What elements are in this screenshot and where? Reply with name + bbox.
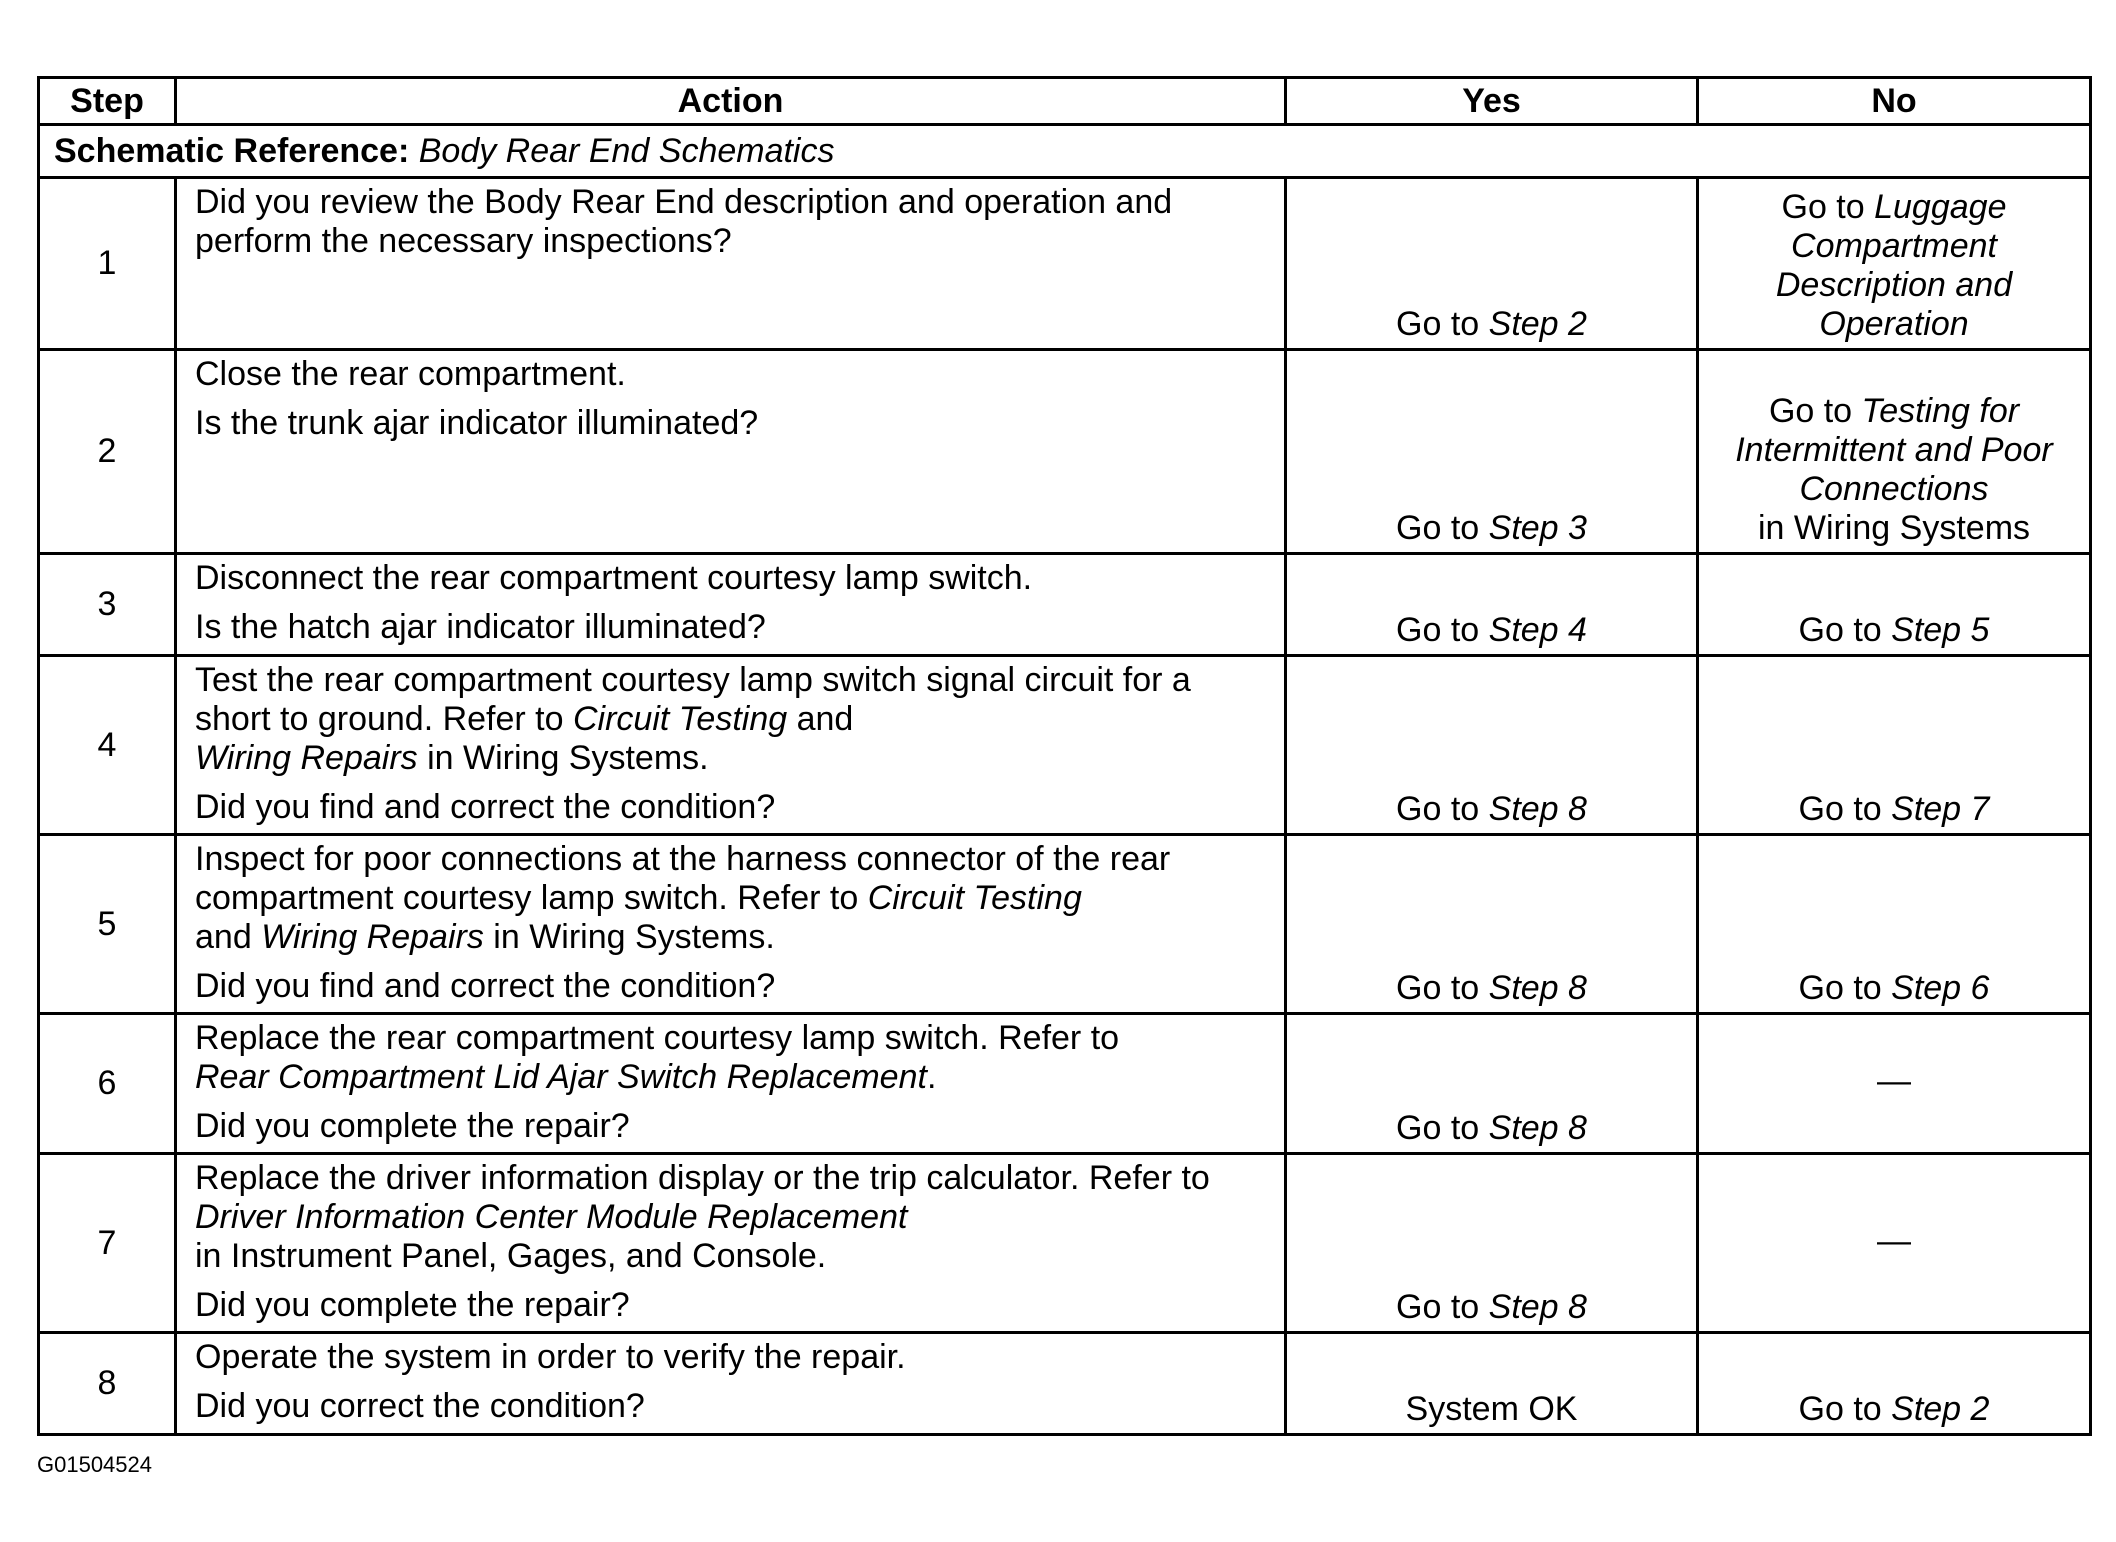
action-text: Disconnect the rear compartment courtesy lamp switch. [195, 559, 1033, 597]
action-text-part: and [787, 700, 854, 738]
action-text: Operate the system in order to verify the repair. [195, 1338, 906, 1376]
table-row [39, 835, 2091, 1014]
action-text-part: Inspect for poor connections at the harness connector of the rear compartment courtesy lamp switch. Refer to [195, 840, 1171, 917]
yes-target-link[interactable]: Step 8 [1488, 969, 1587, 1007]
step-number: 3 [39, 554, 176, 656]
action-question: Did you find and correct the condition? [195, 967, 776, 1005]
action-cell [176, 656, 1286, 835]
yes-cell [1286, 178, 1698, 350]
action-text [195, 661, 1266, 778]
no-cell [1698, 656, 2091, 835]
figure-id: G01504524 [37, 1452, 152, 1477]
action-question: Is the hatch ajar indicator illuminated? [195, 608, 766, 646]
yes-cell [1286, 350, 1698, 554]
schematic-reference-link[interactable]: Body Rear End Schematics [418, 131, 835, 170]
yes-prefix: Go to [1396, 1288, 1489, 1326]
no-prefix: Go to [1798, 1390, 1892, 1428]
action-cell [176, 1014, 1286, 1154]
no-cell: — [1698, 1154, 2091, 1333]
action-text-part: in Instrument Panel, Gages, and Console. [195, 1237, 827, 1275]
yes-target-link[interactable]: Step 3 [1488, 509, 1587, 547]
action-text [195, 1159, 1266, 1276]
no-suffix: in Wiring Systems [1757, 509, 2031, 547]
no-cell [1698, 835, 2091, 1014]
action-text-part: in Wiring Systems. [483, 918, 775, 956]
action-question: Did you complete the repair? [195, 1286, 630, 1324]
yes-target-link[interactable]: Step 4 [1488, 611, 1587, 649]
action-text-part: . [926, 1058, 937, 1096]
action-text-part: Replace the driver information display or the trip calculator. Refer to [195, 1159, 1210, 1197]
no-cell [1698, 350, 2091, 554]
diagnostic-table [37, 76, 2092, 1436]
no-target-link[interactable]: Step 2 [1891, 1390, 1990, 1428]
no-cell [1698, 178, 2091, 350]
action-question: Did you correct the condition? [195, 1387, 645, 1425]
action-text: Did you review the Body Rear End description and operation and perform the necessary inspections? [195, 183, 1173, 260]
table-row [39, 656, 2091, 835]
yes-prefix: Go to [1396, 611, 1489, 649]
circuit-testing-link[interactable]: Circuit Testing [867, 879, 1082, 917]
action-cell [176, 1333, 1286, 1435]
action-cell [176, 835, 1286, 1014]
yes-cell [1286, 1154, 1698, 1333]
schematic-reference-label: Schematic Reference: [54, 131, 410, 170]
action-question: Is the trunk ajar indicator illuminated? [195, 404, 759, 442]
wiring-repairs-link[interactable]: Wiring Repairs [261, 918, 484, 956]
no-prefix: Go to [1798, 969, 1892, 1007]
yes-cell [1286, 656, 1698, 835]
step-number: 2 [39, 350, 176, 554]
action-question: Did you find and correct the condition? [195, 788, 776, 826]
header-step: Step [39, 78, 176, 125]
no-prefix: Go to [1798, 790, 1892, 828]
no-cell [1698, 1333, 2091, 1435]
action-cell [176, 178, 1286, 350]
no-target-link[interactable]: Luggage Compartment Description and Operation [1775, 188, 2013, 343]
yes-target-link[interactable]: Step 8 [1488, 790, 1587, 828]
action-text [195, 1019, 1266, 1097]
no-cell: — [1698, 1014, 2091, 1154]
yes-target-link[interactable]: Step 8 [1488, 1109, 1587, 1147]
yes-prefix: Go to [1396, 509, 1489, 547]
yes-target-link[interactable]: Step 2 [1488, 305, 1587, 343]
action-text-part: Test the rear compartment courtesy lamp switch signal circuit for a short to ground. Refer to [195, 661, 1191, 738]
no-prefix: Go to [1768, 392, 1862, 430]
schematic-reference-row [39, 125, 2091, 178]
yes-cell: System OK [1286, 1333, 1698, 1435]
yes-cell [1286, 1014, 1698, 1154]
action-text [195, 840, 1266, 957]
no-cell [1698, 554, 2091, 656]
header-action: Action [176, 78, 1286, 125]
no-target-link[interactable]: Step 6 [1891, 969, 1990, 1007]
step-number: 8 [39, 1333, 176, 1435]
action-cell [176, 1154, 1286, 1333]
step-number: 1 [39, 178, 176, 350]
header-no: No [1698, 78, 2091, 125]
no-target-link[interactable]: Step 7 [1891, 790, 1990, 828]
no-target-link[interactable]: Testing for Intermittent and Poor Connections [1735, 392, 2053, 508]
no-prefix: Go to [1798, 611, 1892, 649]
header-row [39, 78, 2091, 125]
no-target-link[interactable]: Step 5 [1891, 611, 1990, 649]
no-prefix: Go to [1781, 188, 1875, 226]
action-text-part: Replace the rear compartment courtesy lamp switch. Refer to [195, 1019, 1120, 1057]
action-text-part: and [195, 918, 262, 956]
step-number: 4 [39, 656, 176, 835]
table-row [39, 178, 2091, 350]
wiring-repairs-link[interactable]: Wiring Repairs [195, 739, 418, 777]
step-number: 6 [39, 1014, 176, 1154]
action-cell [176, 350, 1286, 554]
yes-cell [1286, 835, 1698, 1014]
replacement-procedure-link[interactable]: Rear Compartment Lid Ajar Switch Replacement [195, 1058, 927, 1096]
action-question: Did you complete the repair? [195, 1107, 630, 1145]
step-number: 5 [39, 835, 176, 1014]
header-yes: Yes [1286, 78, 1698, 125]
yes-cell [1286, 554, 1698, 656]
table-row [39, 554, 2091, 656]
table-row [39, 1014, 2091, 1154]
yes-target-link[interactable]: Step 8 [1488, 1288, 1587, 1326]
yes-prefix: Go to [1396, 969, 1489, 1007]
table-row [39, 1333, 2091, 1435]
step-number: 7 [39, 1154, 176, 1333]
table-row [39, 350, 2091, 554]
yes-prefix: Go to [1396, 1109, 1489, 1147]
table-row [39, 1154, 2091, 1333]
action-text-part: in Wiring Systems. [417, 739, 709, 777]
action-text: Close the rear compartment. [195, 355, 626, 393]
circuit-testing-link[interactable]: Circuit Testing [572, 700, 788, 738]
replacement-procedure-link[interactable]: Driver Information Center Module Replacement [195, 1198, 908, 1236]
schematic-reference [39, 125, 2091, 178]
action-cell [176, 554, 1286, 656]
yes-prefix: Go to [1396, 790, 1489, 828]
yes-prefix: Go to [1396, 305, 1489, 343]
